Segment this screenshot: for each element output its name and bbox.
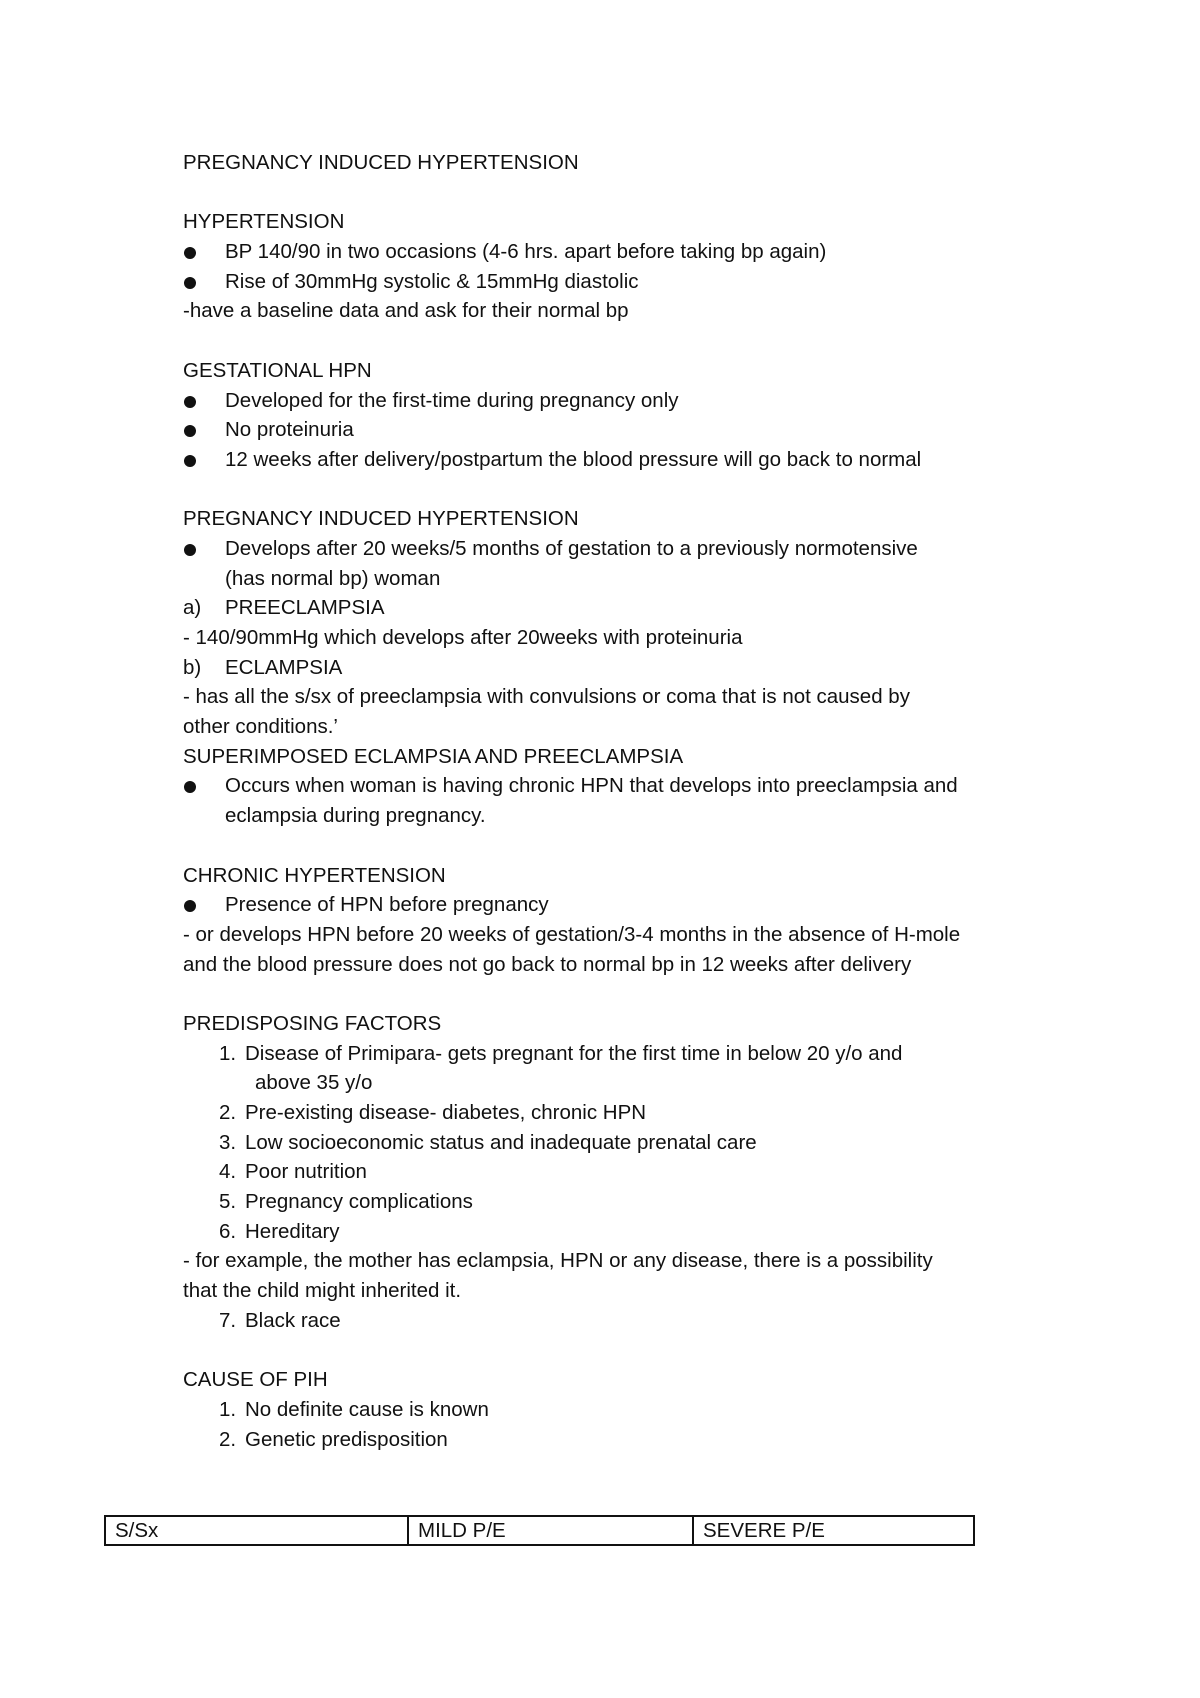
section-heading-pih: PREGNANCY INDUCED HYPERTENSION xyxy=(183,507,579,531)
bullet-icon xyxy=(184,247,196,259)
section-heading-superimposed: SUPERIMPOSED ECLAMPSIA AND PREECLAMPSIA xyxy=(183,744,684,768)
section-heading-chronic: CHRONIC HYPERTENSION xyxy=(183,863,446,887)
numbered-item: 4. Poor nutrition xyxy=(219,1160,367,1184)
bullet-icon xyxy=(184,455,196,467)
table-header-row xyxy=(105,1516,974,1545)
list-item: No proteinuria xyxy=(183,415,1043,445)
signs-symptoms-table xyxy=(104,1515,975,1546)
section-note: -have a baseline data and ask for their normal bp xyxy=(183,299,629,323)
chronic-note-continuation: and the blood pressure does not go back to normal bp in 12 weeks after delivery xyxy=(183,952,912,976)
section-heading-cause: CAUSE OF PIH xyxy=(183,1368,328,1392)
bullet-icon xyxy=(184,781,196,793)
list-item: 12 weeks after delivery/postpartum the blood pressure will go back to normal xyxy=(183,445,1043,475)
bullet-icon xyxy=(184,277,196,289)
numbered-item: 3. Low socioeconomic status and inadequate prenatal care xyxy=(219,1130,757,1154)
numbered-item: 2. Pre-existing disease- diabetes, chronic HPN xyxy=(219,1101,647,1124)
section-heading-hypertension: HYPERTENSION xyxy=(183,210,345,234)
section-heading-gestational: GESTATIONAL HPN xyxy=(183,358,372,382)
list-item: Presence of HPN before pregnancy xyxy=(183,890,1043,920)
chronic-note: - or develops HPN before 20 weeks of gestation/3-4 months in the absence of H-mole xyxy=(183,922,961,946)
numbered-item: 1. No definite cause is known xyxy=(219,1397,489,1421)
numbered-item: 1. Disease of Primipara- gets pregnant for the first time in below 20 y/o and xyxy=(219,1041,903,1065)
hereditary-note: - for example, the mother has eclampsia, HPN or any disease, there is a possibility xyxy=(183,1249,933,1273)
eclampsia-description: - has all the s/sx of preeclampsia with convulsions or coma that is not caused by xyxy=(183,685,910,709)
bullet-icon xyxy=(184,900,196,912)
numbered-item: 7. Black race xyxy=(219,1308,341,1332)
list-item: Developed for the first-time during pregnancy only xyxy=(183,386,1043,416)
table-header-cell: SEVERE P/E xyxy=(693,1516,974,1545)
list-item-continuation: (has normal bp) woman xyxy=(225,566,441,590)
bullet-icon xyxy=(184,425,196,437)
bullet-icon xyxy=(184,544,196,556)
list-item: BP 140/90 in two occasions (4-6 hrs. apart before taking bp again) xyxy=(183,237,1043,267)
bullet-icon xyxy=(184,396,196,408)
preeclampsia-description: - 140/90mmHg which develops after 20weeks with proteinuria xyxy=(183,626,743,649)
list-item: Occurs when woman is having chronic HPN that develops into preeclampsia and xyxy=(183,771,1043,801)
numbered-item: 2. Genetic predisposition xyxy=(219,1427,448,1451)
numbered-item-continuation: above 35 y/o xyxy=(255,1071,373,1095)
table-header-cell: S/Sx xyxy=(115,1519,159,1542)
lettered-item-eclampsia: b) ECLAMPSIA xyxy=(183,655,343,679)
document-title: PREGNANCY INDUCED HYPERTENSION xyxy=(183,151,579,174)
numbered-item: 6. Hereditary xyxy=(219,1219,340,1243)
list-item-continuation: eclampsia during pregnancy. xyxy=(225,804,486,828)
lettered-item-preeclampsia: a) PREECLAMPSIA xyxy=(183,596,385,620)
list-item: Develops after 20 weeks/5 months of gestation to a previously normotensive xyxy=(183,534,1043,564)
list-item: Rise of 30mmHg systolic & 15mmHg diastolic xyxy=(183,267,1043,297)
hereditary-note-continuation: that the child might inherited it. xyxy=(183,1279,462,1303)
table-header-cell: MILD P/E xyxy=(408,1516,693,1545)
section-heading-predisposing: PREDISPOSING FACTORS xyxy=(183,1011,442,1035)
document-body xyxy=(183,148,1043,1454)
eclampsia-description-continuation: other conditions.’ xyxy=(183,715,338,739)
numbered-item: 5. Pregnancy complications xyxy=(219,1190,473,1214)
